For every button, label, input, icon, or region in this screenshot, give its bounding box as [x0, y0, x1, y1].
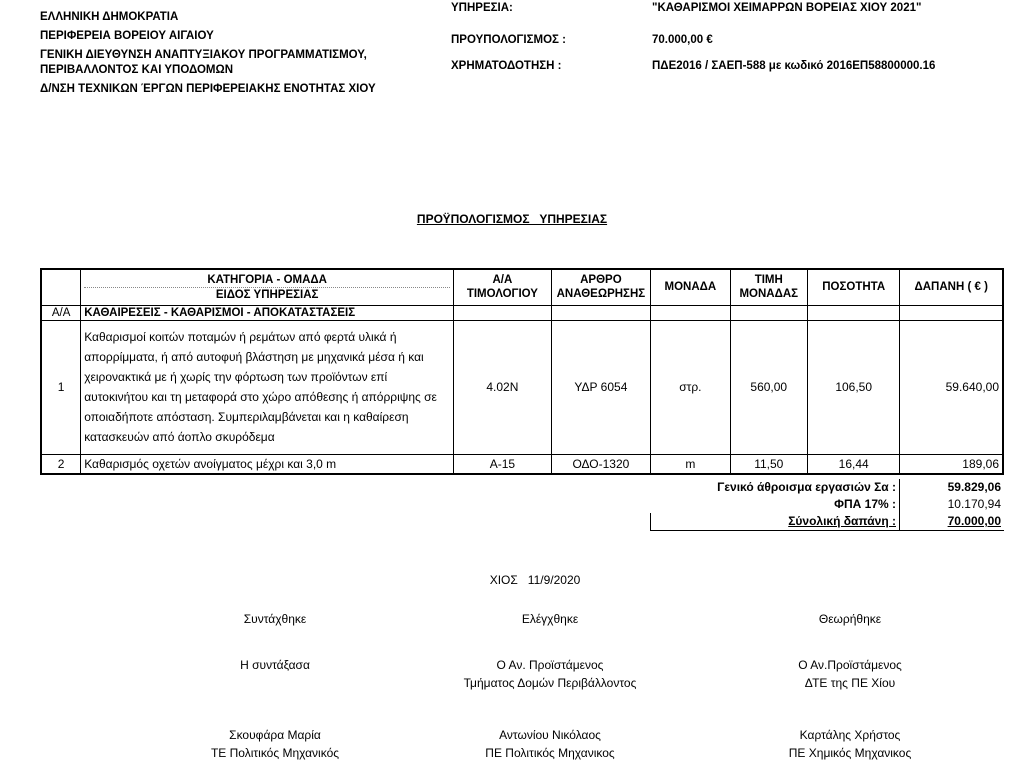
signature-checked: [430, 610, 670, 762]
signature-title: ΠΕ Πολιτικός Μηχανικος: [485, 746, 615, 760]
funding-label: ΧΡΗΜΑΤΟΔΟΤΗΣΗ :: [451, 60, 562, 72]
issuer-line: ΠΕΡΙΦΕΡΕΙΑ ΒΟΡΕΙΟΥ ΑΙΓΑΙΟΥ: [40, 30, 214, 42]
signature-action: Ελέγχθηκε: [521, 612, 579, 626]
row-article: ΥΔΡ 6054: [551, 320, 651, 454]
signature-role: Ο Αν. Προϊστάμενος: [496, 658, 604, 672]
vat-label: ΦΠΑ 17% :: [834, 497, 896, 511]
signature-role-2: Τμήματος Δομών Περιβάλλοντος: [463, 676, 637, 690]
issuer-line: ΓΕΝΙΚΗ ΔΙΕΥΘΥΝΣΗ ΑΝΑΠΤΥΞΙΑΚΟΥ ΠΡΟΓΡΑΜΜΑΤΙΣΜΟΥ,: [40, 49, 367, 61]
row-price: 560,00: [730, 320, 807, 454]
row-cost: 189,06: [900, 454, 1003, 474]
signature-role-2: ΔΤΕ της ΠΕ Χίου: [804, 676, 896, 690]
total-row: [651, 513, 1005, 531]
total-value: 70.000,00: [900, 513, 1005, 531]
subtotal-label: Γενικό άθροισμα εργασιών Σα :: [717, 480, 896, 494]
signature-title: ΠΕ Χημικός Μηχανικος: [788, 746, 912, 760]
signature-composed: [155, 610, 395, 762]
table-row: [41, 320, 1003, 454]
service-label: ΥΠΗΡΕΣΙΑ:: [451, 2, 513, 14]
budget-table: [40, 268, 1004, 475]
row-tim: Α-15: [454, 454, 552, 474]
header-article: ΑΡΘΡΟ ΑΝΑΘΕΩΡΗΣΗΣ: [551, 269, 651, 305]
signature-name: Αντωνίου Νικόλαος: [499, 728, 601, 742]
header-cost: ΔΑΠΑΝΗ ( € ): [900, 269, 1003, 305]
row-aa: 1: [41, 320, 81, 454]
row-unit: m: [651, 454, 730, 474]
header-category: ΚΑΤΗΓΟΡΙΑ - ΟΜΑΔΑ ΕΙΔΟΣ ΥΠΗΡΕΣΙΑΣ: [81, 269, 454, 305]
group-row: [41, 305, 1003, 320]
signature-action: Θεωρήθηκε: [818, 612, 882, 626]
vat-value: 10.170,94: [900, 496, 1005, 513]
table-header-row: [41, 269, 1003, 305]
header-quantity: ΠΟΣΟΤΗΤΑ: [807, 269, 899, 305]
signature-name: Σκουφάρα Μαρία: [229, 728, 321, 742]
row-unit: στρ.: [651, 320, 730, 454]
signature-action: Συντάχθηκε: [243, 612, 307, 626]
row-aa: 2: [41, 454, 81, 474]
signature-title: ΤΕ Πολιτικός Μηχανικός: [210, 746, 340, 760]
group-label: ΚΑΘΑΙΡΕΣΕΙΣ - ΚΑΘΑΡΙΣΜΟΙ - ΑΠΟΚΑΤΑΣΤΑΣΕΙΣ: [81, 305, 454, 320]
row-tim: 4.02Ν: [454, 320, 552, 454]
issuer-line: Δ/ΝΣΗ ΤΕΧΝΙΚΩΝ ΈΡΓΩΝ ΠΕΡΙΦΕΡΕΙΑΚΗΣ ΕΝΟΤΗΤΑΣ ΧΙΟΥ: [40, 83, 376, 95]
header-aa-tim: Α/Α ΤΙΜΟΛΟΓΙΟΥ: [454, 269, 552, 305]
row-description: Καθαρισμός οχετών ανοίγματος μέχρι και 3,0 m: [81, 454, 454, 474]
signature-role: Ο Αν.Προϊστάμενος: [798, 658, 902, 672]
budget-label: ΠΡΟΥΠΟΛΟΓΙΣΜΟΣ :: [451, 34, 566, 46]
row-cost: 59.640,00: [900, 320, 1003, 454]
funding-value: ΠΔΕ2016 / ΣΑΕΠ-588 με κωδικό 2016ΕΠ58800000.16: [652, 60, 936, 72]
total-label: Σύνολική δαπάνη :: [651, 513, 900, 531]
signature-role: Η συντάξασα: [240, 658, 310, 672]
place-date: ΧΙΟΣ 11/9/2020: [489, 573, 581, 587]
header-price: ΤΙΜΗ ΜΟΝΑΔΑΣ: [730, 269, 807, 305]
signature-role-2: [155, 674, 395, 692]
project-info: [0, 2, 1024, 92]
subtotal-row: [651, 479, 1005, 496]
subtotal-value: 59.829,06: [900, 479, 1005, 496]
vat-row: [651, 496, 1005, 513]
issuer-line: ΕΛΛΗΝΙΚΗ ΔΗΜΟΚΡΑΤΙΑ: [40, 11, 179, 23]
document-title: ΠΡΟΫΠΟΛΟΓΙΣΜΟΣ ΥΠΗΡΕΣΙΑΣ: [416, 212, 608, 226]
signature-name: Καρτάλης Χρήστος: [799, 728, 901, 742]
group-aa: Α/Α: [41, 305, 81, 320]
row-price: 11,50: [730, 454, 807, 474]
service-value: "ΚΑΘΑΡΙΣΜΟΙ ΧΕΙΜΑΡΡΩΝ ΒΟΡΕΙΑΣ ΧΙΟΥ 2021": [652, 2, 922, 14]
totals-table: [650, 479, 1004, 531]
row-article: ΟΔΟ-1320: [551, 454, 651, 474]
header-aa: [41, 269, 81, 305]
row-description: Καθαρισμοί κοιτών ποταμών ή ρεμάτων από φερτά υλικά ή απορρίμματα, ή από αυτοφυή βλάστηση με μηχανικά μέσα ή και χειρονακτικά με ή χωρίς την φόρτωση των προϊόντων επί αυτοκινήτου και τη μεταφορά στο χώρο απόθεσης ή απόρριψης σε οποιαδήποτε απόσταση. Συμπεριλαμβάνεται και η καθαίρεση κατασκευών από άοπλο σκυρόδεμα: [81, 320, 454, 454]
signature-approved: [730, 610, 970, 762]
issuer-line: ΠΕΡΙΒΑΛΛΟΝΤΟΣ ΚΑΙ ΥΠΟΔΟΜΩΝ: [40, 64, 234, 76]
row-quantity: 106,50: [807, 320, 899, 454]
row-quantity: 16,44: [807, 454, 899, 474]
table-row: [41, 454, 1003, 474]
header-unit: ΜΟΝΑΔΑ: [651, 269, 730, 305]
budget-value: 70.000,00 €: [652, 34, 713, 46]
